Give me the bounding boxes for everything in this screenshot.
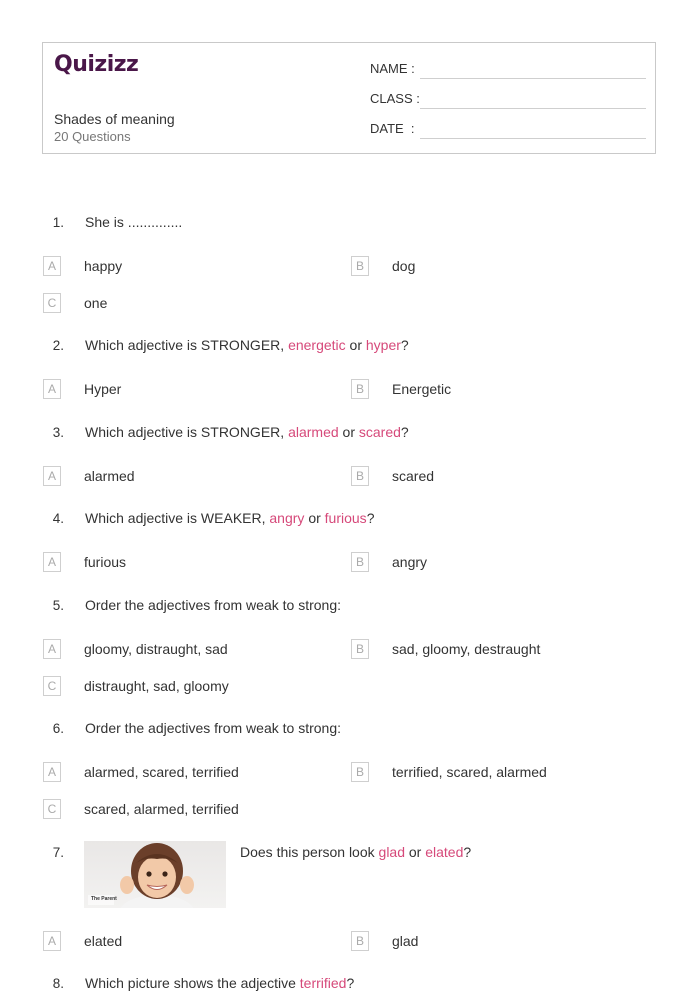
question-text: Which adjective is WEAKER, angry or furious? <box>85 510 375 526</box>
question-number: 3. <box>52 425 64 440</box>
option-letter[interactable]: C <box>43 676 61 696</box>
highlight-word: glad <box>378 844 405 860</box>
option-text: scared <box>392 468 435 484</box>
question-text: Order the adjectives from weak to strong: <box>85 720 341 736</box>
question-number: 5. <box>52 598 64 613</box>
highlight-word: elated <box>425 844 464 860</box>
question-photo <box>84 841 226 908</box>
option-text: happy <box>84 258 123 274</box>
option-letter[interactable]: B <box>351 379 369 399</box>
worksheet-title: Shades of meaning <box>54 111 175 127</box>
highlight-word: scared <box>358 424 401 440</box>
class-line[interactable] <box>420 108 646 109</box>
question-text: She is .............. <box>85 214 183 230</box>
photo-watermark: The Parent <box>91 896 117 902</box>
option-letter[interactable]: B <box>351 552 369 572</box>
option-letter[interactable]: A <box>43 256 61 276</box>
option-text: distraught, sad, gloomy <box>84 678 229 694</box>
option-letter[interactable]: A <box>43 379 61 399</box>
option-letter[interactable]: B <box>351 256 369 276</box>
option-letter[interactable]: A <box>43 639 61 659</box>
option-letter[interactable]: B <box>351 466 369 486</box>
option-text: sad, gloomy, destraught <box>392 641 541 657</box>
date-label: DATE : <box>370 121 415 136</box>
question-number: 4. <box>52 511 64 526</box>
option-text: elated <box>84 933 123 949</box>
option-text: Hyper <box>84 381 122 397</box>
name-label: NAME : <box>370 61 415 76</box>
question-text: Does this person look glad or elated? <box>240 844 472 860</box>
option-letter[interactable]: B <box>351 931 369 951</box>
option-text: angry <box>392 554 428 570</box>
option-text: alarmed <box>84 468 135 484</box>
question-number: 6. <box>52 721 64 736</box>
highlight-word: terrified <box>299 975 347 991</box>
highlight-word: hyper <box>365 337 401 353</box>
option-text: alarmed, scared, terrified <box>84 764 239 780</box>
question-text: Which adjective is STRONGER, alarmed or scared? <box>85 424 409 440</box>
name-line[interactable] <box>420 78 646 79</box>
highlight-word: energetic <box>288 337 346 353</box>
question-text: Which picture shows the adjective terrified? <box>85 975 355 991</box>
question-count: 20 Questions <box>54 129 131 144</box>
question-number: 8. <box>52 976 64 991</box>
option-text: scared, alarmed, terrified <box>84 801 239 817</box>
option-text: gloomy, distraught, sad <box>84 641 228 657</box>
option-letter[interactable]: B <box>351 762 369 782</box>
question-number: 2. <box>52 338 64 353</box>
option-letter[interactable]: A <box>43 762 61 782</box>
question-text: Which adjective is STRONGER, energetic or hyper? <box>85 337 409 353</box>
highlight-word: angry <box>269 510 305 526</box>
option-text: terrified, scared, alarmed <box>392 764 547 780</box>
option-text: dog <box>392 258 416 274</box>
option-text: furious <box>84 554 127 570</box>
option-text: glad <box>392 933 419 949</box>
class-label: CLASS : <box>370 91 420 106</box>
date-line[interactable] <box>420 138 646 139</box>
highlight-word: alarmed <box>288 424 339 440</box>
option-letter[interactable]: A <box>43 552 61 572</box>
option-letter[interactable]: C <box>43 799 61 819</box>
option-letter[interactable]: B <box>351 639 369 659</box>
option-text: one <box>84 295 108 311</box>
option-letter[interactable]: A <box>43 931 61 951</box>
quizizz-logo: Quizizz <box>54 52 139 77</box>
option-letter[interactable]: C <box>43 293 61 313</box>
question-text: Order the adjectives from weak to strong: <box>85 597 341 613</box>
question-number: 1. <box>52 215 64 230</box>
option-text: Energetic <box>392 381 452 397</box>
option-letter[interactable]: A <box>43 466 61 486</box>
highlight-word: furious <box>324 510 367 526</box>
question-number: 7. <box>52 845 64 860</box>
